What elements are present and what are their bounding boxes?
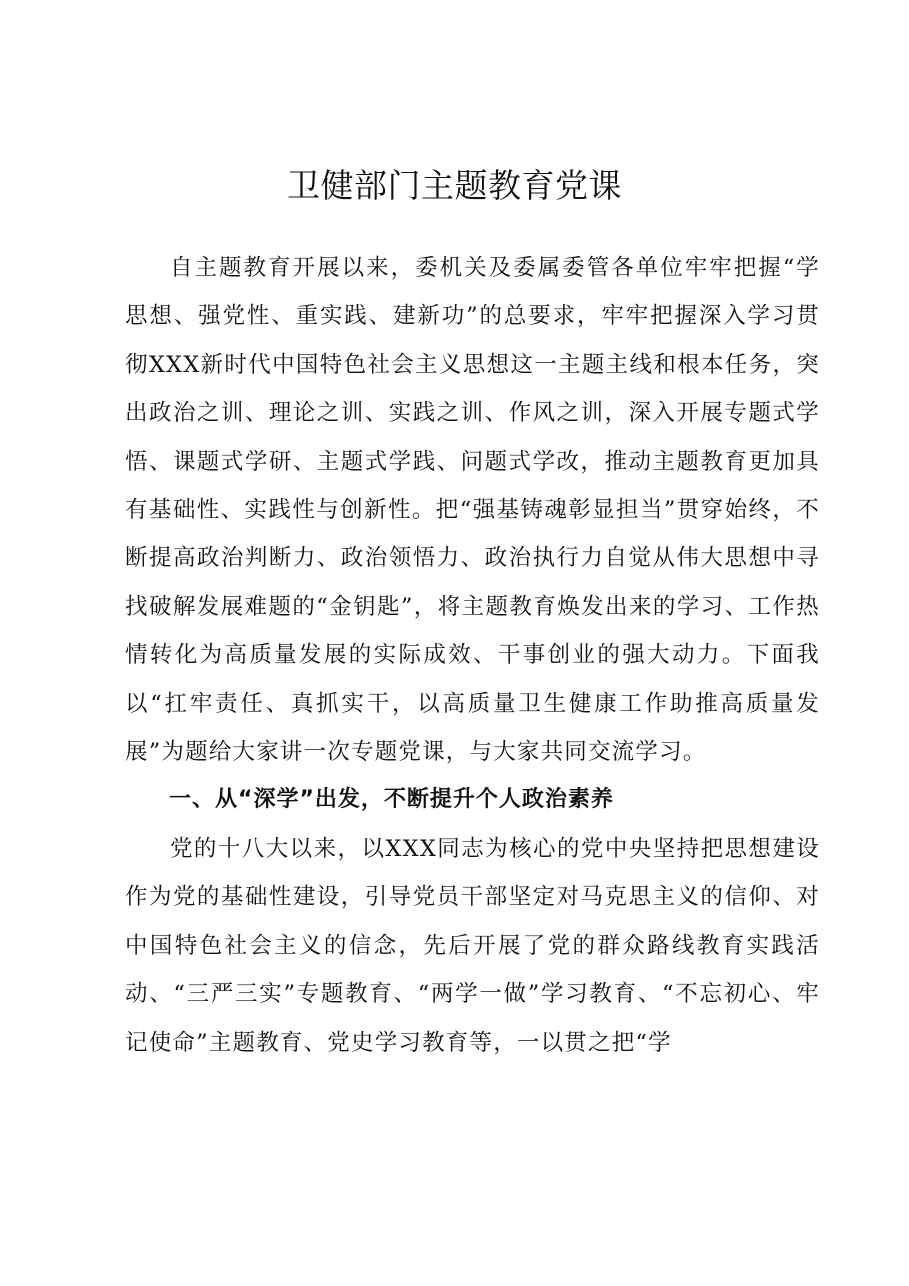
document-title: 卫健部门主题教育党课 [287, 166, 622, 205]
section-heading-1: 一、从“深学”出发，不断提升个人政治素养 [169, 787, 614, 813]
document-body [125, 244, 820, 1067]
body-paragraph-intro: 自主题教育开展以来，委机关及委属委管各单位牢牢把握“学思想、强党性、重实践、建新功”的总要求，牢牢把握深入学习贯彻XXX新时代中国特色社会主义思想这一主题主线和根本任务，突出政治之训、理论之训、实践之训、作风之训，深入开展专题式学悟、课题式学研、主题式学践、问题式学改，推动主题教育更加具有基础性、实践性与创新性。把“强基铸魂彰显担当”贯穿始终，不断提高政治判断力、政治领悟力、政治执行力自觉从伟大思想中寻找破解发展难题的“金钥匙”，将主题教育焕发出来的学习、工作热情转化为高质量发展的实际成效、干事创业的强大动力。下面我以“扛牢责任、真抓实干，以高质量卫生健康工作助推高质量发展”为题给大家讲一次专题党课，与大家共同交流学习。 [125, 255, 820, 766]
body-paragraph-section-1: 党的十八大以来，以XXX同志为核心的党中央坚持把思想建设作为党的基础性建设，引导党员干部坚定对马克思主义的信仰、对中国特色社会主义的信念，先后开展了党的群众路线教育实践活动、“三严三实”专题教育、“两学一做”学习教育、“不忘初心、牢记使命”主题教育、党史学习教育等，一以贯之把“学 [125, 835, 820, 1056]
